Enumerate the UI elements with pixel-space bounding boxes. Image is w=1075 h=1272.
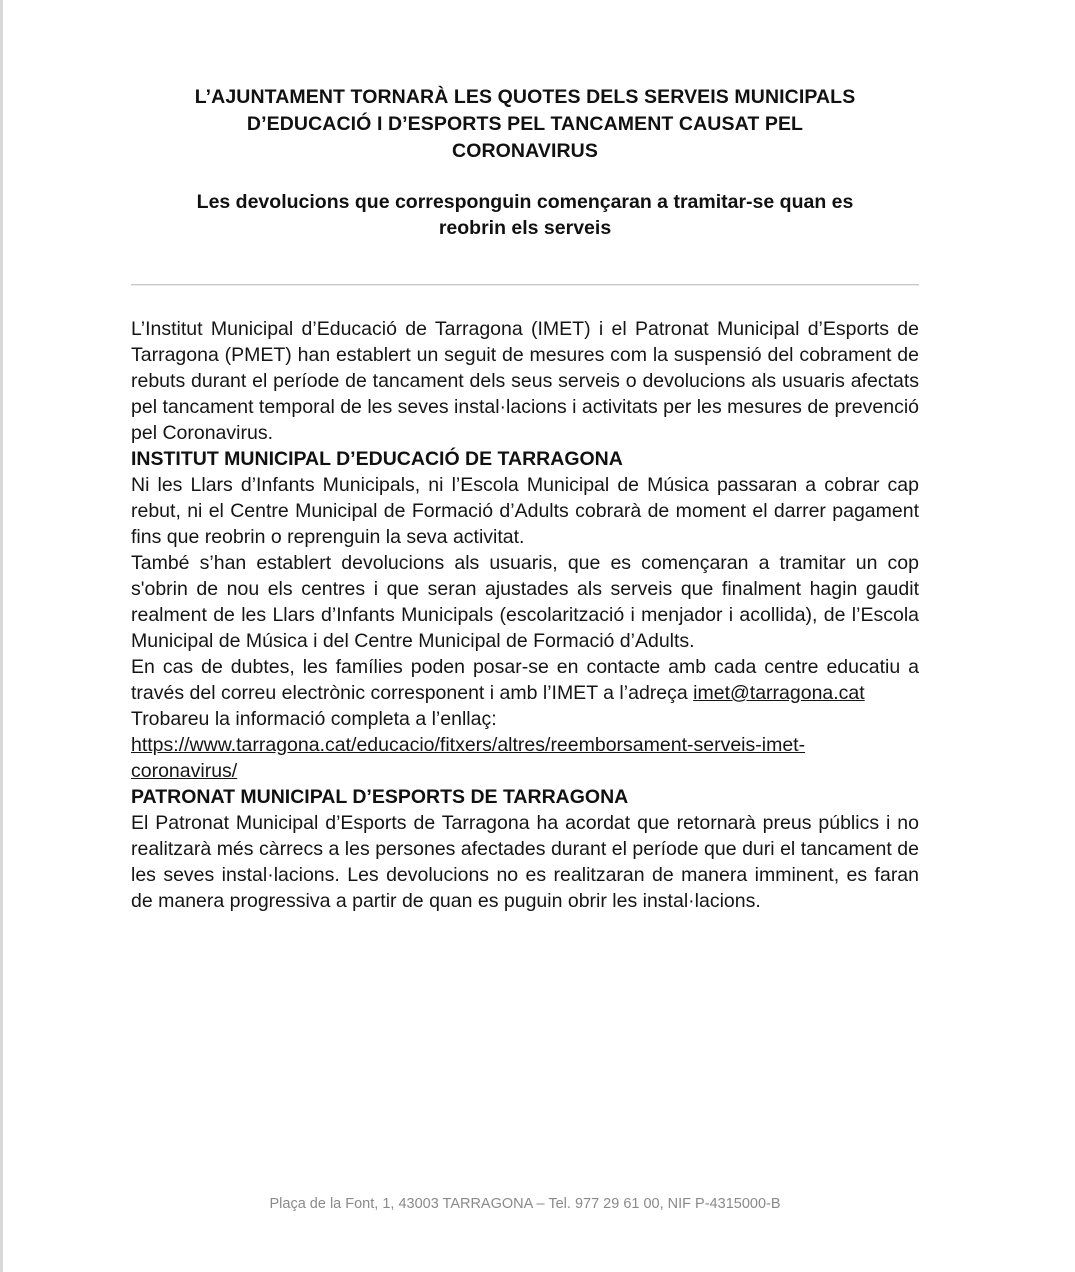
section-heading-imet: INSTITUT MUNICIPAL D’EDUCACIÓ DE TARRAGONA	[131, 448, 623, 470]
title-line-3: CORONAVIRUS	[452, 140, 598, 162]
horizontal-divider	[131, 284, 919, 286]
document-subtitle	[131, 189, 919, 241]
document-title	[131, 84, 919, 165]
page-footer: Plaça de la Font, 1, 43003 TARRAGONA – Tel. 977 29 61 00, NIF P-4315000-B	[269, 1196, 781, 1212]
section-heading-pmet: PATRONAT MUNICIPAL D’ESPORTS DE TARRAGONA	[131, 786, 629, 808]
intro-paragraph: L’Institut Municipal d’Educació de Tarragona (IMET) i el Patronat Municipal d’Esports de Tarragona (PMET) han establert un seguit de mesures com la suspensió del cobrament de rebuts durant el període de tancament dels seus serveis o devolucions als usuaris afectats pel tancament temporal de les seves instal·lacions i activitats per les mesures de prevenció pel Coronavirus.	[131, 318, 919, 444]
imet-paragraph-3	[131, 654, 919, 706]
title-line-1: L’AJUNTAMENT TORNARÀ LES QUOTES DELS SERVEIS MUNICIPALS	[194, 86, 856, 108]
imet-paragraph-2: També s’han establert devolucions als usuaris, que es començaran a tramitar un cop s'obrin de nou els centres i que seran ajustades als serveis que finalment hagin gaudit realment de les Llars d’Infants Municipals (escolarització i menjador i acollida), de l’Escola Municipal de Música i del Centre Municipal de Formació d’Adults.	[131, 552, 919, 652]
imet-contact-text: En cas de dubtes, les famílies poden posar-se en contacte amb cada centre educatiu a través del correu electrònic corresponent i amb l’IMET a l’adreça	[131, 656, 919, 704]
info-url-link-line-2[interactable]: coronavirus/	[131, 760, 238, 782]
document-page	[131, 84, 919, 914]
link-intro-text: Trobareu la informació completa a l’enllaç:	[131, 708, 497, 730]
imet-paragraph-1: Ni les Llars d’Infants Municipals, ni l’Escola Municipal de Música passaran a cobrar cap rebut, ni el Centre Municipal de Formació d’Adults cobrarà de moment el darrer pagament fins que reobrin o reprenguin la seva activitat.	[131, 474, 919, 548]
subtitle-line-2: reobrin els serveis	[438, 217, 612, 239]
pmet-paragraph-1: El Patronat Municipal d’Esports de Tarragona ha acordat que retornarà preus públics i no realitzarà més càrrecs a les persones afectades durant el període que duri el tancament de les seves instal·lacions. Les devolucions no es realitzaran de manera imminent, es faran de manera progressiva a partir de quan es puguin obrir les instal·lacions.	[131, 812, 919, 912]
email-link[interactable]: imet@tarragona.cat	[693, 682, 865, 704]
subtitle-line-1: Les devolucions que corresponguin començaran a tramitar-se quan es	[196, 191, 854, 213]
info-url-link-line-1[interactable]: https://www.tarragona.cat/educacio/fitxers/altres/reemborsament-serveis-imet-	[131, 734, 806, 756]
imet-paragraph-4	[131, 706, 919, 784]
title-line-2: D’EDUCACIÓ I D’ESPORTS PEL TANCAMENT CAUSAT PEL	[246, 113, 804, 135]
page-left-edge	[0, 0, 3, 1272]
